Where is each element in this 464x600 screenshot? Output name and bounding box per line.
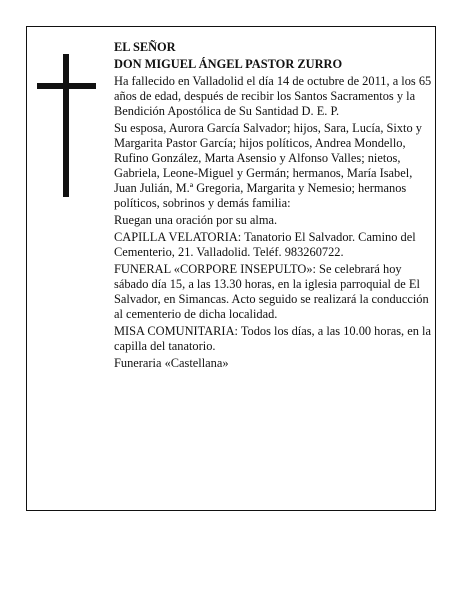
- cross-vertical-bar: [63, 54, 69, 197]
- obituary-content: [114, 40, 434, 373]
- funeral-paragraph: FUNERAL «CORPORE INSEPULTO»: Se celebrará hoy sábado día 15, a las 13.30 horas, en la iglesia parroquial de El Salvador, en Simancas. Acto seguido se realizará la conducción al cementerio de dicha localidad.: [114, 262, 429, 321]
- funeral-home-paragraph: Funeraria «Castellana»: [114, 356, 229, 370]
- title-line-1: EL SEÑOR: [114, 40, 176, 54]
- deceased-name: DON MIGUEL ÁNGEL PASTOR ZURRO: [114, 57, 343, 71]
- prayer-paragraph: Ruegan una oración por su alma.: [114, 213, 278, 227]
- death-paragraph: Ha fallecido en Valladolid el día 14 de octubre de 2011, a los 65 años de edad, después de recibir los Santos Sacramentos y la Bendición Apostólica de Su Santidad D. E. P.: [114, 74, 432, 118]
- cross-horizontal-bar: [37, 83, 96, 89]
- chapel-paragraph: CAPILLA VELATORIA: Tanatorio El Salvador. Camino del Cementerio, 21. Valladolid. Teléf. 983260722.: [114, 230, 416, 259]
- mass-paragraph: MISA COMUNITARIA: Todos los días, a las 10.00 horas, en la capilla del tanatorio.: [114, 324, 431, 353]
- family-paragraph: Su esposa, Aurora García Salvador; hijos, Sara, Lucía, Sixto y Margarita Pastor García; hijos políticos, Andrea Mondello, Rufino González, Marta Asensio y Alfonso Valles; nietos, Gabriela, Leone-Miguel y Germán; hermanos, María Isabel, Juan Julián, M.ª Gregoria, Margarita y Nemesio; hermanos políticos, sobrinos y demás familia:: [114, 121, 422, 210]
